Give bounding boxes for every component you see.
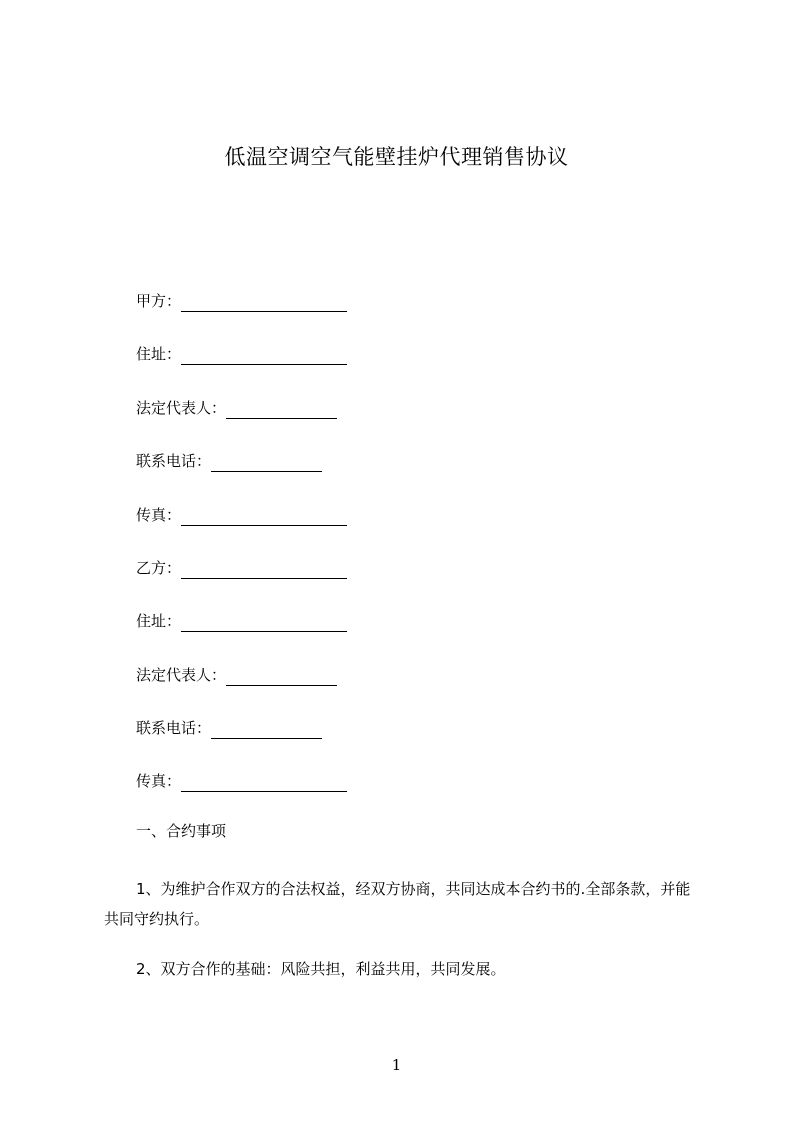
party-a-address-field [136,343,347,365]
party-a-fax-field [136,504,347,526]
party-a-phone-field [136,450,322,472]
clause-2-paragraph: 2、双方合作的基础：风险共担，利益共用，共同发展。 [136,960,506,978]
party-a-address-blank[interactable] [181,347,347,365]
party-b-address-blank[interactable] [181,614,347,632]
party-b-legal-rep-label: 法定代表人： [136,666,227,684]
party-a-name-field [136,290,347,312]
party-a-legal-rep-field [136,397,337,419]
party-b-legal-rep-blank[interactable] [226,668,337,686]
party-a-fax-blank[interactable] [181,508,347,526]
document-title: 低温空调空气能壁挂炉代理销售协议 [224,145,569,169]
party-b-name-field [136,557,347,579]
clause-1-paragraph: 1、为维护合作双方的合法权益，经双方协商，共同达成本合约书的.全部条款，并能共同守约执行。 [104,880,691,928]
party-a-legal-rep-label: 法定代表人： [136,399,227,417]
party-a-name-label: 甲方： [136,292,182,310]
party-b-fax-label: 传真： [136,772,182,790]
party-a-fax-label: 传真： [136,506,182,524]
party-b-fax-blank[interactable] [181,774,347,792]
party-b-name-label: 乙方： [136,559,182,577]
page-number: 1 [391,1056,402,1074]
party-a-address-label: 住址： [136,345,182,363]
party-b-phone-field [136,717,322,739]
party-a-phone-label: 联系电话： [136,452,212,470]
party-b-address-label: 住址： [136,612,182,630]
party-a-name-blank[interactable] [181,294,347,312]
party-b-name-blank[interactable] [181,561,347,579]
party-a-phone-blank[interactable] [211,454,322,472]
party-b-legal-rep-field [136,664,337,686]
party-a-legal-rep-blank[interactable] [226,401,337,419]
section-heading: 一、合约事项 [136,822,227,840]
party-b-phone-blank[interactable] [211,721,322,739]
party-b-address-field [136,610,347,632]
party-b-fax-field [136,770,347,792]
party-b-phone-label: 联系电话： [136,719,212,737]
